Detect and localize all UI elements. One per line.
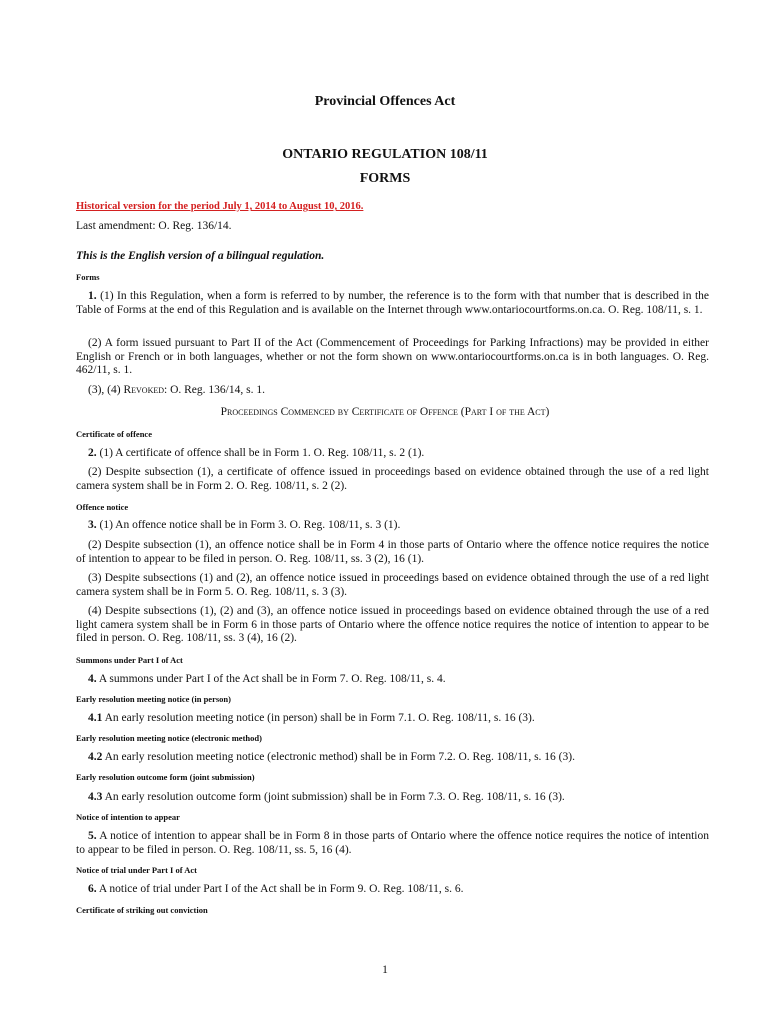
section-2-2: (2) Despite subsection (1), a certificate of offence issued in proceedings based on evidence obtained through the use of a red light camera system shall be in Form 2. O. Reg. 108/11, s. 2 (2).	[76, 466, 709, 492]
section-number: 4.1	[88, 712, 103, 724]
section-6	[76, 883, 709, 897]
paragraph-text: (1) A certificate of offence shall be in Form 1. O. Reg. 108/11, s. 2 (1).	[99, 447, 425, 459]
section-number: 3.	[88, 519, 97, 531]
section-heading-summons: Summons under Part I of Act	[76, 655, 183, 665]
paragraph-text: (1) An offence notice shall be in Form 3. O. Reg. 108/11, s. 3 (1).	[99, 519, 401, 531]
section-heading-erm-electronic: Early resolution meeting notice (electronic method)	[76, 733, 262, 743]
subsection-numbers: (3), (4)	[88, 384, 121, 396]
section-3-2: (2) Despite subsection (1), an offence notice shall be in Form 4 in those parts of Ontario where the offence notice requires the notice of intention to appear to be filed in person. O. Reg. 108/11, ss. 3 (2), 16 (1).	[76, 539, 709, 565]
section-number: 6.	[88, 883, 97, 895]
part-heading: Proceedings Commenced by Certificate of Offence (Part I of the Act)	[220, 406, 550, 418]
revoked-label: Revoked	[123, 384, 165, 396]
act-title: Provincial Offences Act	[314, 94, 456, 109]
section-number: 5.	[88, 830, 97, 842]
paragraph-text: A notice of intention to appear shall be in Form 8 in those parts of Ontario where the offence notice requires the notice of intention to appear to be filed in person. O. Reg. 108/11, ss. 5, 16 (4).	[76, 830, 709, 856]
section-3-4: (4) Despite subsections (1), (2) and (3), an offence notice issued in proceedings based on evidence obtained through the use of a red light camera system shall be in Form 6 in those parts of Ontario where the offence notice requires the notice of intention to appear to be filed in person. O. Reg. 108/11, ss. 3 (4), 16 (2).	[76, 605, 709, 644]
section-1-1	[76, 290, 709, 317]
bilingual-note: This is the English version of a bilingual regulation.	[76, 250, 325, 262]
section-number: 4.3	[88, 791, 103, 803]
regulation-number: ONTARIO REGULATION 108/11	[282, 147, 488, 162]
section-4	[76, 673, 709, 687]
section-heading-intention: Notice of intention to appear	[76, 812, 180, 822]
paragraph-text: A summons under Part I of the Act shall be in Form 7. O. Reg. 108/11, s. 4.	[98, 673, 446, 685]
section-heading-ero-form: Early resolution outcome form (joint submission)	[76, 772, 255, 782]
paragraph-text: A notice of trial under Part I of the Act shall be in Form 9. O. Reg. 108/11, s. 6.	[98, 883, 464, 895]
historical-version-link[interactable]: Historical version for the period July 1, 2014 to August 10, 2016.	[76, 201, 364, 212]
section-1-3-4	[76, 384, 709, 398]
section-heading-offence-notice: Offence notice	[76, 502, 129, 512]
section-4-2	[76, 751, 709, 765]
section-heading-forms: Forms	[76, 272, 100, 282]
section-5	[76, 830, 709, 857]
section-1-2: (2) A form issued pursuant to Part II of the Act (Commencement of Proceedings for Parking Infractions) may be provided in either English or French or in both languages, whether or not the form shown on www.ontariocourtforms.on.ca is in both languages. O. Reg. 462/11, s. 1.	[76, 337, 709, 376]
last-amendment: Last amendment: O. Reg. 136/14.	[76, 220, 232, 232]
paragraph-text: An early resolution meeting notice (electronic method) shall be in Form 7.2. O. Reg. 108/11, s. 16 (3).	[104, 751, 575, 763]
regulation-name: FORMS	[359, 171, 411, 186]
section-number: 2.	[88, 447, 97, 459]
section-heading-certificate: Certificate of offence	[76, 429, 152, 439]
paragraph-text: An early resolution outcome form (joint submission) shall be in Form 7.3. O. Reg. 108/11, s. 16 (3).	[104, 791, 565, 803]
section-3-1	[76, 519, 709, 533]
section-4-3	[76, 791, 709, 805]
section-heading-striking-out: Certificate of striking out conviction	[76, 905, 208, 915]
paragraph-text: (1) In this Regulation, when a form is referred to by number, the reference is to the form with that number that is described in the Table of Forms at the end of this Regulation and is available on the Internet through www.ontariocourtforms.on.ca. O. Reg. 108/11, s. 1.	[76, 290, 709, 316]
section-4-1	[76, 712, 709, 726]
section-2-1	[76, 447, 709, 461]
section-heading-trial: Notice of trial under Part I of Act	[76, 865, 197, 875]
section-heading-erm-in-person: Early resolution meeting notice (in person)	[76, 694, 231, 704]
revoked-citation: : O. Reg. 136/14, s. 1.	[164, 384, 265, 396]
page-number: 1	[382, 964, 388, 976]
paragraph-text: An early resolution meeting notice (in person) shall be in Form 7.1. O. Reg. 108/11, s. 16 (3).	[104, 712, 535, 724]
section-3-3: (3) Despite subsections (1) and (2), an offence notice issued in proceedings based on evidence obtained through the use of a red light camera system shall be in Form 5. O. Reg. 108/11, s. 3 (3).	[76, 572, 709, 598]
section-number: 4.2	[88, 751, 103, 763]
section-number: 1.	[88, 290, 97, 302]
section-number: 4.	[88, 673, 97, 685]
